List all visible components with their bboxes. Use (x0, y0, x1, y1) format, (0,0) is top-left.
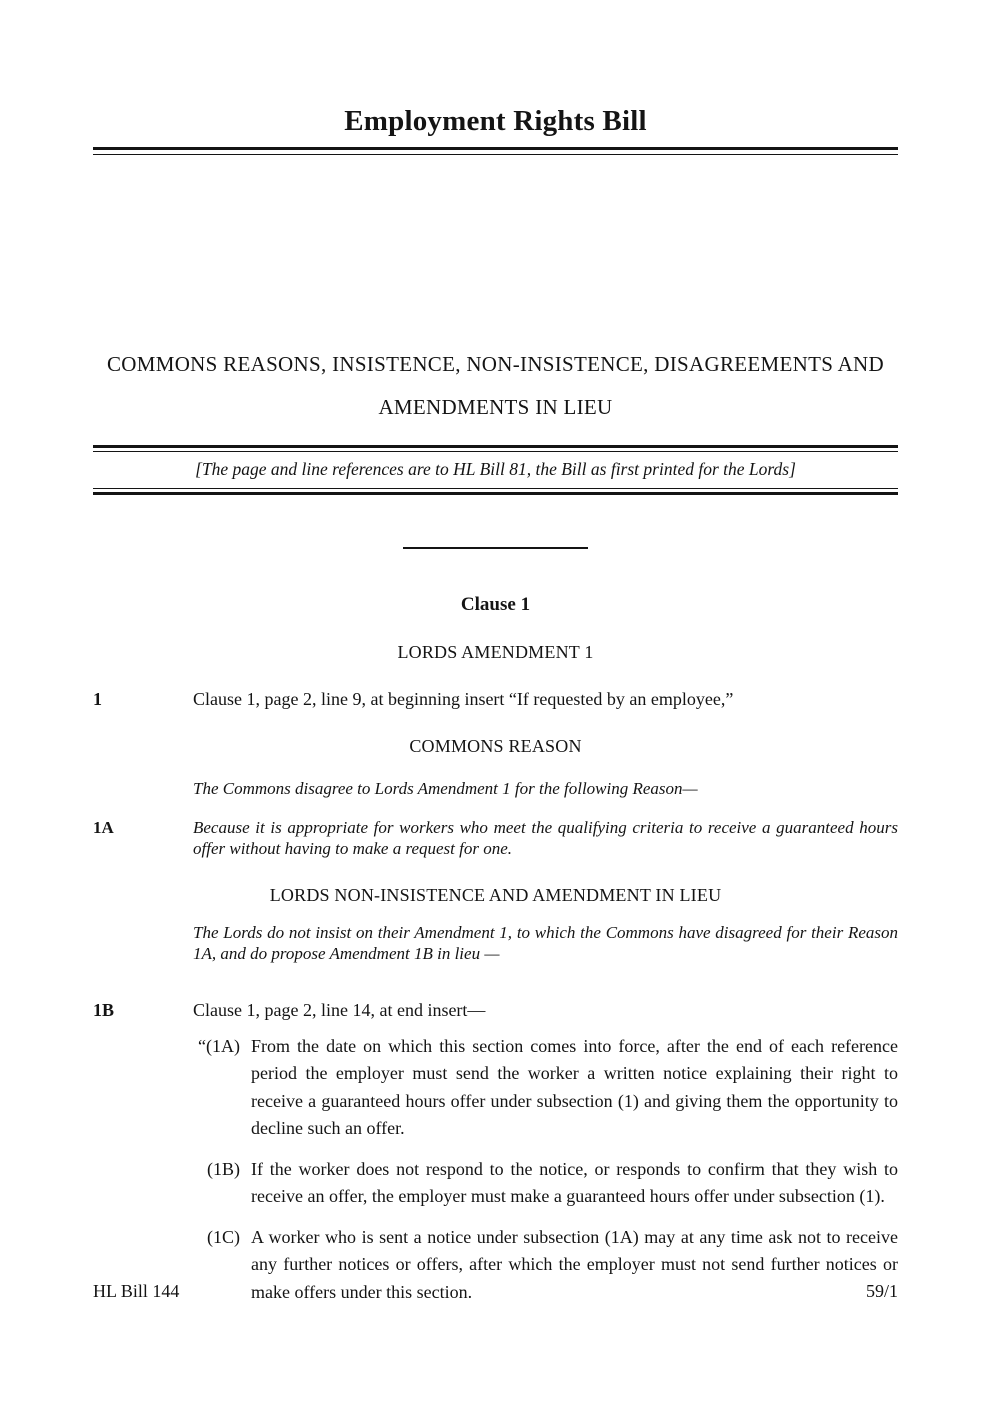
document-title: Employment Rights Bill (344, 105, 647, 137)
commons-reason-heading: COMMONS REASON (409, 736, 582, 756)
amendment-item-1a (93, 817, 898, 860)
page-footer (93, 1280, 898, 1303)
main-heading (93, 343, 898, 429)
reference-note-box (93, 445, 898, 495)
reference-note: [The page and line references are to HL Bill 81, the Bill as first printed for the Lords] (93, 451, 898, 489)
amendment-number: 1 (93, 689, 102, 709)
amendment-item-1b (93, 997, 898, 1024)
lords-amendment-heading: LORDS AMENDMENT 1 (397, 642, 594, 662)
bill-number: HL Bill 144 (93, 1281, 180, 1301)
subsection-text: From the date on which this section comes into force, after the end of each reference period the employer must send the worker a written notice explaining their right to receive a guaranteed hours offer under subsection (1) and giving them the opportunity to decline such an offer. (251, 1035, 898, 1138)
subsection-label: “(1A) (198, 1035, 240, 1056)
title-double-rule (93, 147, 898, 155)
subsection-text: A worker who is sent a notice under subsection (1A) may at any time ask not to receive any further notices or offers, after which the employer must not send further notices or make offers under this section. (251, 1226, 898, 1302)
main-heading-line-2: AMENDMENTS IN LIEU (378, 395, 613, 419)
amendment-text: Because it is appropriate for workers who meet the qualifying criteria to receive a guaranteed hours offer without having to make a request for one. (193, 817, 898, 858)
non-insistence-intro: The Lords do not insist on their Amendment 1, to which the Commons have disagreed for their Reason 1A, and do propose Amendment 1B in lieu — (193, 922, 898, 963)
subsection-label: (1B) (207, 1158, 240, 1179)
non-insistence-heading: LORDS NON-INSISTENCE AND AMENDMENT IN LIEU (269, 884, 722, 905)
subsection-1B (93, 1156, 898, 1211)
subsection-1A (93, 1033, 898, 1143)
amendment-text: Clause 1, page 2, line 9, at beginning insert “If requested by an employee,” (193, 689, 734, 709)
commons-reason-intro: The Commons disagree to Lords Amendment 1 for the following Reason— (193, 779, 698, 798)
subsection-text: If the worker does not respond to the notice, or responds to confirm that they wish to receive an offer, the employer must make a guaranteed hours offer under subsection (1). (251, 1158, 898, 1206)
amendment-item-1 (93, 686, 898, 713)
page-reference: 59/1 (865, 1281, 898, 1301)
amendment-number: 1B (93, 999, 115, 1020)
section-divider-rule (403, 547, 588, 549)
main-heading-line-1: COMMONS REASONS, INSISTENCE, NON-INSISTENCE, DISAGREEMENTS AND (107, 352, 884, 376)
subsection-label: (1C) (207, 1226, 240, 1247)
clause-heading: Clause 1 (460, 594, 531, 615)
amendment-number: 1A (93, 817, 114, 837)
amendment-text: Clause 1, page 2, line 14, at end insert— (193, 999, 486, 1020)
